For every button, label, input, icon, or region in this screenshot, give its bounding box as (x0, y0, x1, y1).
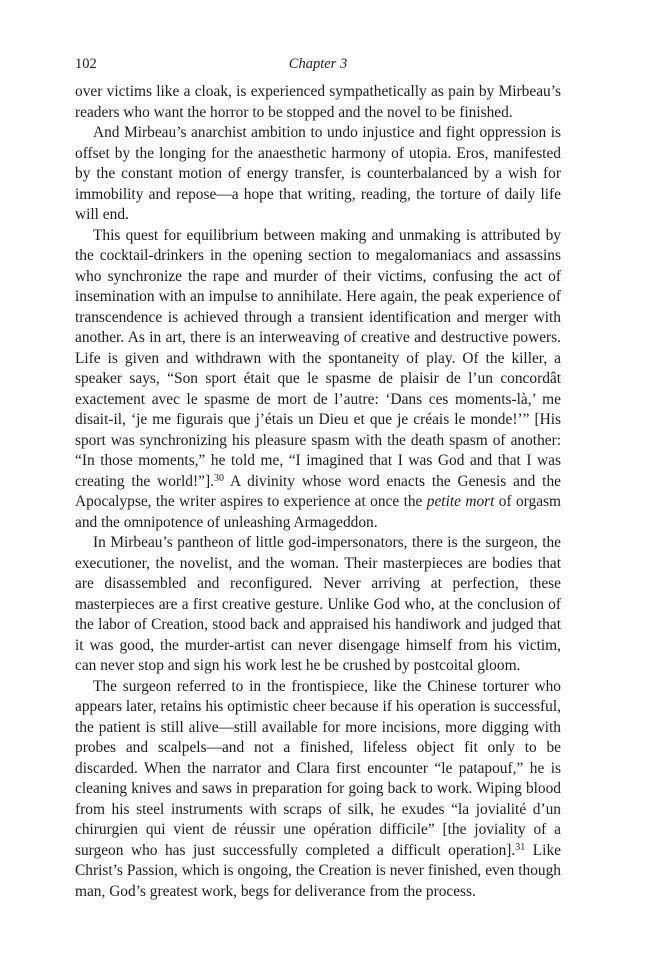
paragraph-5-text-a: The surgeon referred to in the frontispiece, like the Chinese torturer who appears later, retains his optimistic cheer because if his operation is successful, the patient is still alive—still available for more incisions, more digging with probes and scalpels—and not a finished, lifeless object fit only to be discarded. When the narrator and Clara first encounter “le patapouf,” he is cleaning knives and saws in preparation for going back to work. Wiping blood from his steel instruments with scraps of silk, he exudes “la jovialité d’un chirurgien qui vient de réussir une opération difficile” [the joviality of a surgeon who has just successfully completed a difficult operation]. (75, 677, 561, 859)
chapter-title: Chapter 3 (288, 56, 348, 72)
paragraph-3-text-a: This quest for equilibrium between making and unmaking is attributed by the cocktail-drinkers in the opening section to megalomaniacs and assassins who synchronize the rape and murder of their victims, confusing the act of insemination with an impulse to annihilate. Here again, the peak experience of transcendence is achieved through a transient identification and merger with another. As in art, there is an interweaving of creative and destructive powers. Life is given and withdrawn with the spontaneity of play. Of the killer, a speaker says, “Son sport était que le spasme de plaisir de l’un concordât exactement avec le spasme de mort de l’autre: ‘Dans ces moments-là,’ me disait-il, ‘je me figurais que j’étais un Dieu et que je créais le monde!’” [His sport was synchronizing his pleasure spasm with the death spasm of another: “In those moments,” he told me, “I imagined that I was God and that I was creating the world!”]. (75, 226, 561, 490)
paragraph-5-text-b: Like Christ’s Passion, which is ongoing, the Creation is never finished, even though man, God’s greatest work, begs for deliverance from the process. (75, 841, 561, 900)
paragraph-3-text-c: of orgasm and the omnipotence of unleashing Armageddon. (75, 493, 562, 531)
running-head (75, 54, 561, 74)
page-number: 102 (75, 56, 97, 72)
italic-phrase: petite mort (426, 493, 495, 510)
footnote-ref-31: 31 (515, 841, 526, 853)
paragraph-2: And Mirbeau’s anarchist ambition to undo injustice and fight oppression is offset by the longing for the anaesthetic harmony of utopia. Eros, manifested by the constant motion of energy transfer, is counterbalanced by a wish for immobility and repose—a hope that writing, reading, the torture of daily life will end. (75, 124, 561, 223)
paragraph-4: In Mirbeau’s pantheon of little god-impersonators, there is the surgeon, the executioner, the novelist, and the woman. Their masterpieces are bodies that are disassembled and reconfigured. Never arriving at perfection, these masterpieces are a first creative gesture. Unlike God who, at the conclusion of the labor of Creation, stood back and appraised his handiwork and judged that it was good, the murder-artist can never disengage himself from his victim, can never stop and sign his work lest he be crushed by postcoital gloom. (75, 534, 561, 674)
paragraph-3-text-b: A divinity whose word enacts the Genesis and the Apocalypse, the writer aspires to experience at once the (75, 472, 561, 510)
footnote-ref-30: 30 (213, 472, 224, 484)
paragraph-5 (75, 677, 561, 903)
body-text (75, 82, 561, 902)
paragraph-1: over victims like a cloak, is experienced sympathetically as pain by Mirbeau’s readers who want the horror to be stopped and the novel to be finished. (75, 83, 561, 121)
paragraph-3 (75, 226, 561, 534)
